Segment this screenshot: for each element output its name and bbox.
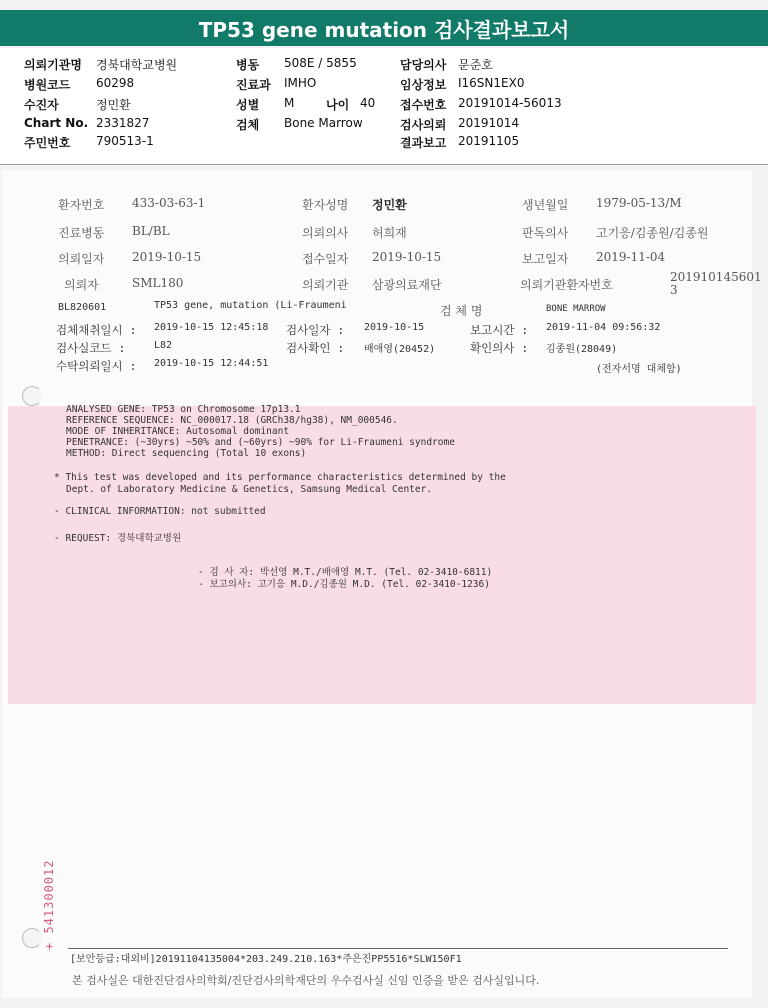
lab-code-value: L82 (154, 340, 173, 351)
analysed-gene: ANALYSED GENE: TP53 on Chromosome 17p13.1 (66, 404, 301, 415)
test-note-2: Dept. of Laboratory Medicine & Genetics, Samsung Medical Center. (66, 484, 433, 495)
reporting-doctor-info: - 보고의사: 고기응 M.D./김종원 M.D. (Tel. 02-3410-1236) (198, 579, 490, 590)
specimen-value: Bone Marrow (284, 116, 363, 130)
ward-value: 508E / 5855 (284, 56, 357, 70)
patient-value: 정민환 (96, 98, 131, 112)
penetrance: PENETRANCE: (~30yrs) ~50% and (~60yrs) ~90% for Li-Fraumeni syndrome (66, 437, 455, 448)
institution-patient-no-value: 201910145601 (670, 270, 762, 284)
ward-value-scan: BL/BL (132, 224, 170, 238)
reading-doctor-value: 고기응/김종원/김종원 (596, 226, 709, 240)
test-confirm-value: 배애영(20452) (364, 344, 436, 355)
clinical-info-value: I16SN1EX0 (458, 76, 525, 90)
scanned-report-page (2, 170, 762, 998)
requesting-doctor-value: 허희재 (372, 226, 407, 240)
consignment-time-value: 2019-10-15 12:44:51 (154, 358, 269, 369)
clinical-information: - CLINICAL INFORMATION: not submitted (54, 506, 266, 517)
patient-label: 수진자 (24, 98, 59, 112)
hospital-code-label: 병원코드 (24, 78, 71, 92)
test-date-label: 검사일자 : (286, 323, 345, 337)
report-header (0, 48, 768, 165)
test-name: TP53 gene, mutation (Li-Fraumeni (154, 300, 347, 311)
department-value: IMHO (284, 76, 317, 90)
consignment-time-label: 수탁의뢰일시 : (56, 359, 137, 373)
hospital-code-value: 60298 (96, 76, 135, 90)
requester-label: 의뢰자 (64, 278, 99, 292)
request-info: - REQUEST: 경북대학교병원 (54, 533, 182, 544)
clinical-info-label: 임상정보 (400, 78, 447, 92)
report-time-value: 2019-11-04 09:56:32 (546, 322, 661, 333)
resident-no-value: 790513-1 (96, 134, 154, 148)
ward-label-scan: 진료병동 (58, 226, 105, 240)
requesting-institution-label: 의뢰기관 (302, 278, 349, 292)
report-date-label: 결과보고 (400, 136, 447, 150)
requesting-doctor-label: 의뢰의사 (302, 226, 349, 240)
certification-footer: 본 검사실은 대한진단검사의학회/진단검사의학재단의 우수검사실 신임 인증을 받은 검사실입니다. (72, 974, 540, 987)
test-note: * This test was developed and its performance characteristics determined by the (54, 472, 506, 483)
receipt-date-value: 2019-10-15 (372, 250, 442, 264)
reading-doctor-label: 판독의사 (522, 226, 569, 240)
specimen-name-value: BONE MARROW (546, 304, 606, 314)
document-barcode-number: + 541300012 (42, 859, 56, 950)
specimen-label: 검체 (236, 118, 260, 132)
chart-no-label: Chart No. (24, 116, 89, 130)
collection-time-value: 2019-10-15 12:45:18 (154, 322, 269, 333)
request-date-value: 20191014 (458, 116, 520, 130)
ward-label: 병동 (236, 58, 260, 72)
confirm-doctor-value: 김종원(28049) (546, 344, 618, 355)
age-label: 나이 (326, 98, 350, 112)
report-time-label: 보고시간 : (470, 323, 529, 337)
receipt-no-label: 접수번호 (400, 98, 447, 112)
report-title: TP53 gene mutation 검사결과보고서 (0, 10, 768, 46)
collection-time-label: 검체채취일시 : (56, 323, 137, 337)
receipt-no-value: 20191014-56013 (458, 96, 562, 110)
patient-no-label: 환자번호 (58, 198, 105, 212)
doctor-value: 문준호 (458, 58, 493, 72)
receipt-date-label: 접수일자 (302, 252, 349, 266)
report-date-scan-value: 2019-11-04 (596, 250, 666, 264)
punch-hole (22, 928, 42, 948)
report-date-value: 20191105 (458, 134, 520, 148)
report-date-scan-label: 보고일자 (522, 252, 569, 266)
patient-name-label: 환자성명 (302, 198, 349, 212)
request-date-scan-value: 2019-10-15 (132, 250, 202, 264)
e-signature-note: (전자서명 대체함) (596, 364, 682, 375)
birth-date-value: 1979-05-13/M (596, 196, 682, 210)
test-date-value: 2019-10-15 (364, 322, 425, 333)
result-section (8, 406, 756, 704)
method: METHOD: Direct sequencing (Total 10 exons) (66, 448, 307, 459)
lab-code-label: 검사실코드 : (56, 341, 126, 355)
sex-value: M (284, 96, 295, 110)
doctor-label: 담당의사 (400, 58, 447, 72)
birth-date-label: 생년월일 (522, 198, 569, 212)
request-date-label: 검사의뢰 (400, 118, 447, 132)
punch-hole (22, 386, 42, 406)
request-date-scan-label: 의뢰일자 (58, 252, 105, 266)
institution-patient-no-value-2: 3 (670, 283, 678, 297)
resident-no-label: 주민번호 (24, 136, 71, 150)
requester-value: SML180 (132, 276, 184, 290)
patient-name-value: 정민환 (372, 198, 407, 212)
patient-no-value: 433-03-63-1 (132, 196, 206, 210)
confirm-doctor-label: 확인의사 : (470, 341, 529, 355)
reference-sequence: REFERENCE SEQUENCE: NC_000017.18 (GRCh38/hg38), NM_000546. (66, 415, 398, 426)
specimen-name-label: 검 체 명 (440, 304, 483, 318)
age-value: 40 (360, 96, 376, 110)
institution-value: 경북대학교병원 (96, 58, 178, 72)
test-code: BL820601 (58, 302, 107, 313)
test-confirm-label: 검사확인 : (286, 341, 345, 355)
institution-label: 의뢰기관명 (24, 58, 82, 72)
tester-info: - 검 사 자: 박선영 M.T./배애영 M.T. (Tel. 02-3410-6811) (198, 567, 493, 578)
security-line: [보안등급:대외비]20191104135004*203.249.210.163*주은진PP5516*SLW150F1 (70, 954, 462, 965)
institution-patient-no-label: 의뢰기관환자번호 (520, 278, 613, 292)
sex-label: 성별 (236, 98, 260, 112)
department-label: 진료과 (236, 78, 271, 92)
requesting-institution-value: 삼광의료재단 (372, 278, 442, 292)
footer-divider (68, 948, 728, 949)
chart-no-value: 2331827 (96, 116, 150, 130)
mode-of-inheritance: MODE OF INHERITANCE: Autosomal dominant (66, 426, 290, 437)
